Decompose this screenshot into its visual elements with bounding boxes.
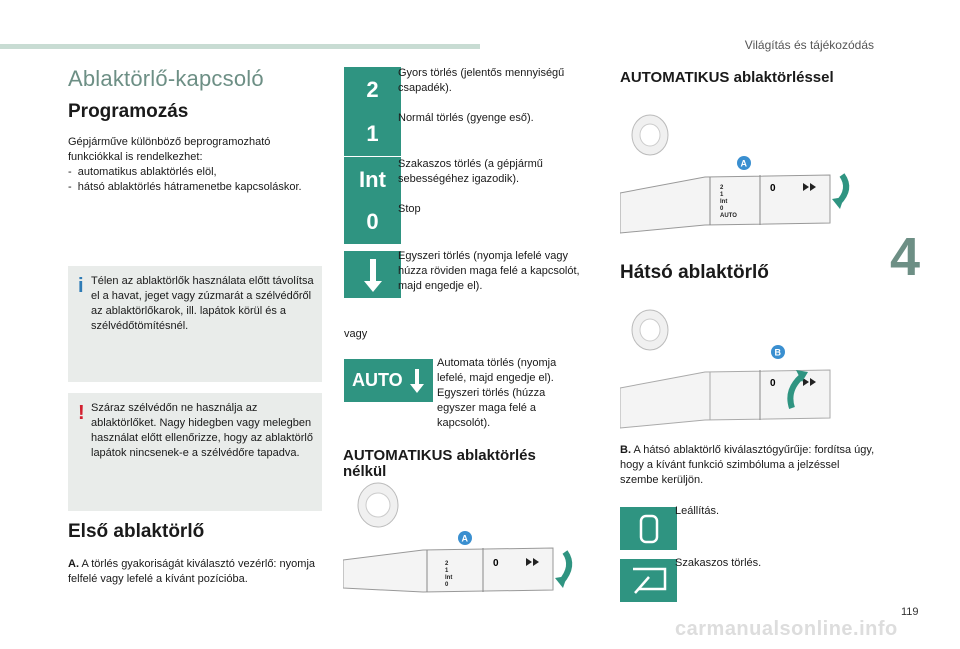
mode-1-badge: 1 xyxy=(344,111,401,156)
auto-badge-label: AUTO xyxy=(352,370,403,390)
mode-int-badge: Int xyxy=(344,157,401,202)
rear-description: A hátsó ablaktörlő kiválasztógyűrűje: fordítsa úgy, hogy a kívánt funkció szimbóluma a jelzéssel szembe kerüljön. xyxy=(620,444,875,486)
watermark: carmanualsonline.info xyxy=(675,618,898,640)
warning-note xyxy=(68,393,322,511)
stalk-pos-2: 2 xyxy=(720,185,724,191)
ring-pos-0: 0 xyxy=(493,558,499,569)
front-wiper-heading: Első ablaktörlő xyxy=(68,521,205,542)
info-note-text: Télen az ablaktörlők használata előtt távolítsa el a havat, jeget vagy zúzmarát a szélvédőről az ablaktörlőkarok, ill. lapátok körül és a szélvédőtömítésnél. xyxy=(91,275,314,332)
info-icon: i xyxy=(78,275,84,297)
wiper-stalk-illustration xyxy=(343,480,583,600)
rear-off-text: Leállítás. xyxy=(675,505,720,517)
marker-b: B xyxy=(774,347,781,358)
down-arrow-icon xyxy=(344,251,401,298)
wiper-stalk-auto-illustration xyxy=(620,105,860,240)
header-bar xyxy=(0,44,480,49)
stalk-pos-1: 1 xyxy=(720,192,724,198)
intro-text: Gépjárműve különböző beprogramozható funkciókkal is rendelkezhet: xyxy=(68,136,271,163)
auto-with-heading: AUTOMATIKUS ablaktörléssel xyxy=(620,69,834,86)
rear-window-wipe-icon xyxy=(620,559,677,602)
front-label: A. xyxy=(68,558,79,570)
rear-window-off-icon xyxy=(620,507,677,550)
rear-label: B. xyxy=(620,444,631,456)
rear-wipe-text: Szakaszos törlés. xyxy=(675,557,762,569)
stalk-pos-0: 0 xyxy=(445,582,449,588)
mode-int-text: Szakaszos törlés (a gépjármű sebességéhez igazodik). xyxy=(398,158,543,185)
list-item: - automatikus ablaktörlés elöl, xyxy=(68,166,217,178)
info-note xyxy=(68,266,322,382)
warning-note-text: Száraz szélvédőn ne használja az ablaktörlőket. Nagy hidegben vagy melegben használat előtt ellenőrizze, hogy az ablaktörlő lapátok nincsenek-e a szélvédőre tapadva. xyxy=(91,402,313,459)
stalk-pos-0: 0 xyxy=(720,206,724,212)
front-description: A törlés gyakoriságát kiválasztó vezérlő: nyomja felfelé vagy lefelé a kívánt pozícióba. xyxy=(68,558,316,585)
rear-wiper-illustration xyxy=(620,300,860,430)
page-number: 119 xyxy=(901,606,919,618)
mode-0-badge: 0 xyxy=(344,199,401,244)
front-wiper-text xyxy=(68,557,328,587)
section-title: Világítás és tájékozódás xyxy=(744,38,874,52)
stalk-pos-int: Int xyxy=(720,199,728,205)
auto-mode-text: Automata törlés (nyomja lefelé, majd engedje el). Egyszeri törlés (húzza egyszer maga felé a kapcsolót). xyxy=(437,357,557,429)
stalk-pos-auto: AUTO xyxy=(720,213,737,219)
programming-heading: Programozás xyxy=(68,101,189,122)
or-text: vagy xyxy=(344,328,368,340)
rear-wiper-heading: Hátsó ablaktörlő xyxy=(620,262,769,283)
down-arrow-icon xyxy=(409,368,425,394)
mode-0-text: Stop xyxy=(398,203,421,215)
mode-2-text: Gyors törlés (jelentős mennyiségű csapadék). xyxy=(398,67,565,94)
page-title: Ablaktörlő-kapcsoló xyxy=(68,66,264,91)
warning-icon: ! xyxy=(78,402,85,424)
mode-single-text: Egyszeri törlés (nyomja lefelé vagy húzza röviden maga felé a kapcsolót, majd engedje el). xyxy=(398,250,580,292)
mode-1-text: Normál törlés (gyenge eső). xyxy=(398,112,534,124)
rear-wiper-text xyxy=(620,443,880,488)
auto-without-heading: AUTOMATIKUS ablaktörlés nélkül xyxy=(343,447,536,480)
stalk-pos-int: Int xyxy=(445,575,453,581)
auto-badge xyxy=(344,359,433,402)
ring-pos-0: 0 xyxy=(770,378,776,389)
programming-intro xyxy=(68,135,318,195)
marker-a: A xyxy=(740,158,747,169)
chapter-number: 4 xyxy=(890,227,921,287)
stalk-pos-2: 2 xyxy=(445,561,449,567)
ring-pos-0: 0 xyxy=(770,183,776,194)
stalk-pos-1: 1 xyxy=(445,568,449,574)
list-item: - hátsó ablaktörlés hátramenetbe kapcsoláskor. xyxy=(68,181,302,193)
mode-2-badge: 2 xyxy=(344,67,401,112)
marker-a: A xyxy=(461,533,468,544)
